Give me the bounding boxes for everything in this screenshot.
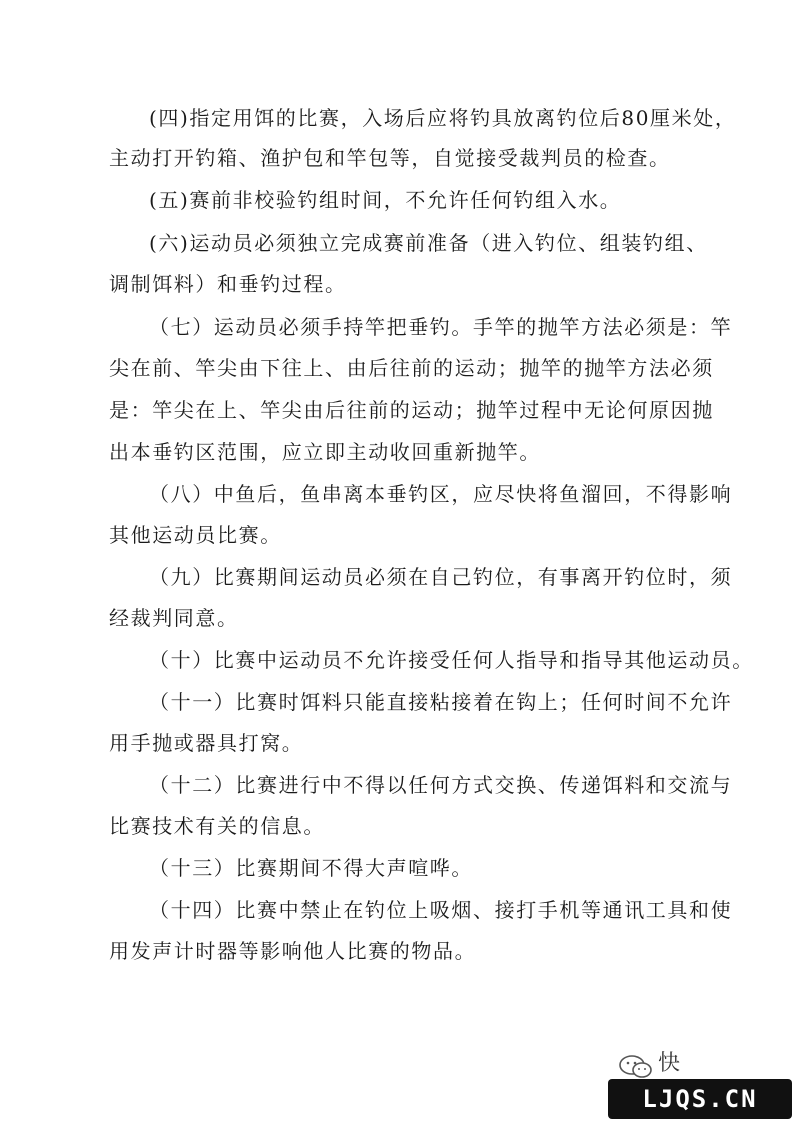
paragraph-11-line-1: （十一）比赛时饵料只能直接粘接着在钩上；任何时间不允许	[149, 690, 733, 714]
site-logo	[608, 1079, 792, 1119]
paragraph-11-line-2: 用手抛或器具打窝。	[109, 731, 304, 755]
paragraph-10-line-1: （十）比赛中运动员不允许接受任何人指导和指导其他运动员。	[149, 648, 754, 672]
paragraph-7-line-1: （七）运动员必须手持竿把垂钓。手竿的抛竿方法必须是：竿	[149, 315, 733, 339]
paragraph-5-line-1: (五)赛前非校验钓组时间，不允许任何钓组入水。	[149, 188, 622, 212]
watermark	[604, 1043, 794, 1123]
paragraph-8-line-1: （八）中鱼后，鱼串离本垂钓区，应尽快将鱼溜回，不得影响	[149, 482, 733, 506]
paragraph-9-line-2: 经裁判同意。	[109, 606, 239, 630]
wechat-bubble-icon	[618, 1053, 654, 1081]
site-logo-text: LJQS.CN	[642, 1085, 758, 1113]
paragraph-6-line-1: (六)运动员必须独立完成赛前准备（进入钓位、组装钓组、	[149, 231, 708, 255]
paragraph-8-line-2: 其他运动员比赛。	[109, 523, 282, 547]
paragraph-6-line-2: 调制饵料）和垂钓过程。	[109, 272, 347, 296]
paragraph-12-line-1: （十二）比赛进行中不得以任何方式交换、传递饵料和交流与	[149, 773, 733, 797]
paragraph-9-line-1: （九）比赛期间运动员必须在自己钓位，有事离开钓位时，须	[149, 565, 733, 589]
watermark-label: 快	[658, 1051, 681, 1076]
paragraph-7-line-2: 尖在前、竿尖由下往上、由后往前的运动；抛竿的抛竿方法必须	[109, 356, 714, 380]
paragraph-7-line-3: 是：竿尖在上、竿尖由后往前的运动；抛竿过程中无论何原因抛	[109, 398, 714, 422]
paragraph-4-line-1: (四)指定用饵的比赛，入场后应将钓具放离钓位后80厘米处，	[149, 106, 737, 130]
paragraph-4-line-2: 主动打开钓箱、渔护包和竿包等，自觉接受裁判员的检查。	[109, 146, 671, 170]
paragraph-7-line-4: 出本垂钓区范围，应立即主动收回重新抛竿。	[109, 440, 541, 464]
paragraph-14-line-2: 用发声计时器等影响他人比赛的物品。	[109, 939, 477, 963]
paragraph-13-line-1: （十三）比赛期间不得大声喧哗。	[149, 856, 473, 880]
paragraph-12-line-2: 比赛技术有关的信息。	[109, 814, 325, 838]
paragraph-14-line-1: （十四）比赛中禁止在钓位上吸烟、接打手机等通讯工具和使	[149, 898, 733, 922]
